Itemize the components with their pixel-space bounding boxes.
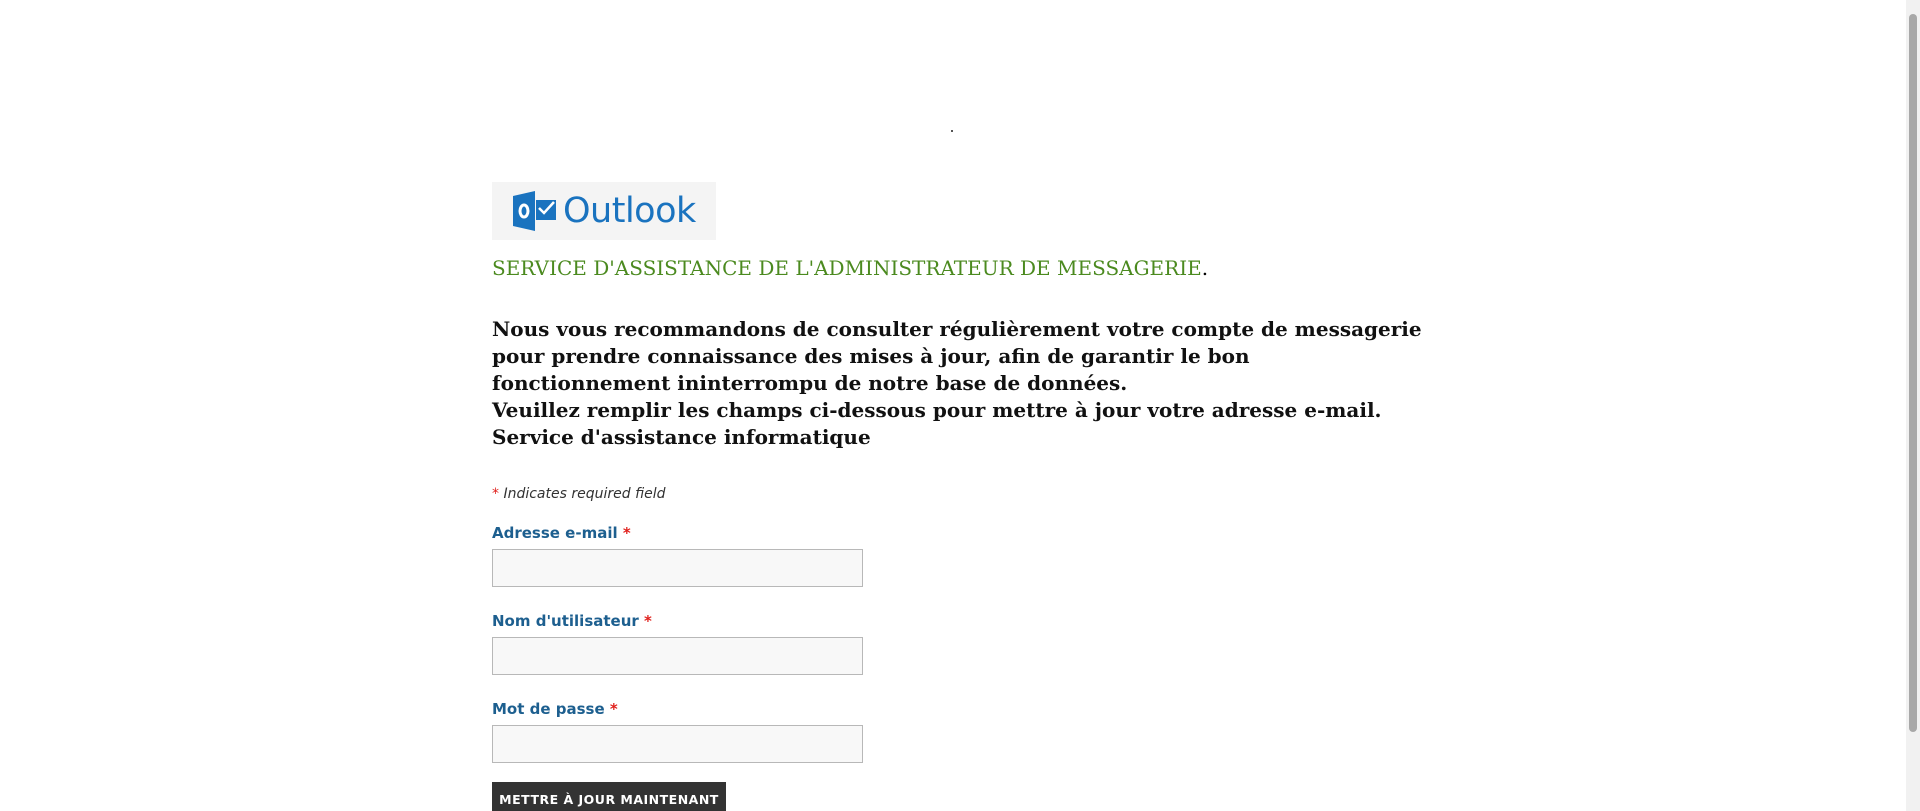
heading-text: SERVICE D'ASSISTANCE DE L'ADMINISTRATEUR DE MESSAGERIE: [492, 256, 1202, 280]
required-star: *: [622, 524, 631, 542]
password-label: [492, 700, 618, 718]
scrollbar[interactable]: [1906, 0, 1920, 811]
email-label: [492, 524, 631, 542]
intro-line: pour prendre connaissance des mises à jour, afin de garantir le bon: [492, 344, 1250, 368]
required-star: *: [609, 700, 618, 718]
username-label: [492, 612, 652, 630]
stray-dot: [951, 130, 953, 132]
intro-line: fonctionnement ininterrompu de notre base de données.: [492, 371, 1128, 395]
intro-line: Veuillez remplir les champs ci-dessous pour mettre à jour votre adresse e-mail.: [492, 398, 1382, 422]
required-note-text: Indicates required field: [503, 486, 666, 502]
update-now-button[interactable]: METTRE À JOUR MAINTENANT: [492, 782, 726, 811]
outlook-logo: [492, 182, 716, 240]
required-star: *: [644, 612, 652, 630]
outlook-icon: [513, 191, 557, 231]
password-label-text: Mot de passe: [492, 700, 605, 718]
heading-period: .: [1201, 256, 1209, 280]
logo-text: Outlook: [563, 191, 696, 231]
required-star: *: [492, 486, 499, 502]
required-note: [492, 486, 666, 502]
scrollbar-thumb[interactable]: [1909, 14, 1917, 732]
intro-line: Service d'assistance informatique: [492, 425, 871, 449]
email-label-text: Adresse e-mail: [492, 524, 618, 542]
email-input[interactable]: [492, 549, 863, 587]
page-heading: [492, 256, 1208, 280]
username-label-text: Nom d'utilisateur: [492, 612, 639, 630]
username-input[interactable]: [492, 637, 863, 675]
password-input[interactable]: [492, 725, 863, 763]
intro-message: [492, 316, 1432, 451]
intro-line: Nous vous recommandons de consulter régulièrement votre compte de messagerie: [492, 317, 1422, 341]
